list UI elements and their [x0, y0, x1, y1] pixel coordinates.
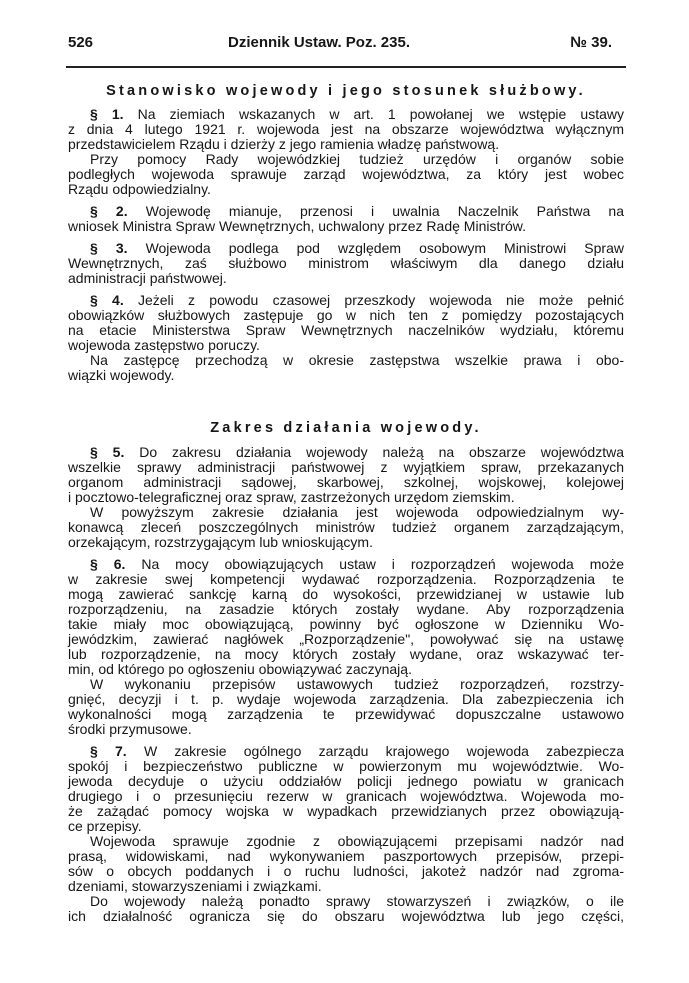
section-number: § 2.: [90, 203, 128, 219]
page-header: [68, 34, 624, 54]
text-line: [68, 894, 624, 909]
text-line: [68, 368, 624, 383]
section-number: § 6.: [90, 556, 126, 572]
section-number: § 4.: [90, 292, 124, 308]
text-line: [68, 167, 624, 182]
line-text: Na ziemiach wskazanych w art. 1 powołanej we wstępie ustawy: [137, 106, 624, 122]
line-text: orzekającym, rozstrzygającym lub wnioskującym.: [68, 534, 373, 550]
paragraph: [68, 152, 624, 197]
line-text: min, od którego po ogłoszeniu obowiązywać zaczynają.: [68, 661, 412, 677]
section-number: § 3.: [90, 240, 128, 256]
text-line: [68, 323, 624, 338]
line-text: Do zakresu działania wojewody należą na obszarze województwa: [139, 444, 625, 460]
paragraph: [68, 445, 624, 505]
line-text: z dnia 4 lutego 1921 r. wojewoda jest na obszarze województwa wyłącznym: [68, 121, 624, 137]
paragraph: [68, 293, 624, 353]
line-text: W wykonaniu przepisów ustawowych tudzież rozporządzeń, rozstrzy-: [90, 676, 624, 692]
line-text: ich działalność ogranicza się do obszaru województwa lub jego części,: [68, 908, 624, 924]
text-line: [68, 445, 624, 460]
text-line: [68, 152, 624, 167]
line-text: Do wojewody należą ponadto sprawy stowarzyszeń i związków, o ile: [90, 893, 624, 909]
text-line: [68, 460, 624, 475]
line-text: środki przymusowe.: [68, 721, 192, 737]
text-line: [68, 722, 624, 737]
text-line: [68, 241, 624, 256]
line-text: i pocztowo-telegraficznej oraz spraw, zastrzeżonych urzędom ziemskim.: [68, 489, 515, 505]
line-text: wojewoda zastępstwo poruczy.: [68, 337, 260, 353]
line-text: lub rozporządzenie, na mocy których zostały wydane, oraz wskazywać ter-: [68, 646, 624, 662]
text-line: [68, 256, 624, 271]
line-text: wszelkie sprawy administracji państwowej z wyjątkiem spraw, przekazanych: [68, 459, 624, 475]
line-text: Rządu odpowiedzialny.: [68, 181, 211, 197]
text-line: [68, 879, 624, 894]
text-line: [68, 535, 624, 550]
text-line: [68, 804, 624, 819]
text-line: [68, 864, 624, 879]
paragraph: [68, 834, 624, 894]
line-text: drugiego i o przesunięciu rezerw w granicach województwa. Wojewoda mo-: [68, 788, 624, 804]
text-line: [68, 692, 624, 707]
text-line: [68, 744, 624, 759]
line-text: podległych wojewoda sprawuje zarząd województwa, za który jest wobec: [68, 166, 624, 182]
section-number: § 5.: [90, 444, 125, 460]
text-line: [68, 789, 624, 804]
text-line: [68, 308, 624, 323]
text-line: [68, 759, 624, 774]
line-text: rozporządzeniu, na zasadzie których zostały wydane. Aby rozporządzenia: [68, 601, 624, 617]
line-text: jewódzkim, zawierać nagłówek „Rozporządzenie", powoływać się na ustawę: [68, 631, 624, 647]
line-text: Wojewoda podlega pod względem osobowym Ministrowi Spraw: [145, 240, 624, 256]
document-body: [68, 82, 624, 924]
text-line: [68, 557, 624, 572]
text-line: [68, 353, 624, 368]
section-heading: Zakres działania wojewody.: [210, 420, 482, 436]
line-text: Wojewoda sprawuje zgodnie z obowiązującemi przepisami nadzór nad: [90, 833, 624, 849]
page-number: 526: [68, 34, 94, 51]
line-text: gnięć, decyzji i t. p. wydaje wojewoda zarządzenia. Dla zabezpieczenia ich: [68, 691, 624, 707]
line-text: mogą zawierać sankcję karną do wysokości, przewidzianej w ustawie lub: [68, 586, 624, 602]
line-text: wykonalności mogą zarządzenia te przewidywać dopuszczalne ustawowo: [68, 706, 624, 722]
line-text: spokój i bezpieczeństwo publiczne w powierzonym mu województwie. Wo-: [68, 758, 624, 774]
line-text: administracji państwowej.: [68, 270, 227, 286]
line-text: takie miały moc obowiązującą, powinny być ogłoszone w Dzienniku Wo-: [68, 616, 624, 632]
section-heading: Stanowisko wojewody i jego stosunek służbowy.: [106, 83, 586, 99]
line-text: dzeniami, stowarzyszeniami i związkami.: [68, 878, 322, 894]
line-text: W powyższym zakresie działania jest wojewoda odpowiedzialnym wy-: [90, 504, 624, 520]
text-line: [68, 475, 624, 490]
text-line: [68, 617, 624, 632]
line-text: Jeżeli z powodu czasowej przeszkody wojewoda nie może pełnić: [137, 292, 624, 308]
header-rule: [66, 66, 626, 68]
text-line: [68, 662, 624, 677]
paragraph: [68, 241, 624, 286]
line-text: organom administracji sądowej, skarbowej, szkolnej, wojskowej, kolejowej: [68, 474, 624, 490]
paragraph: [68, 894, 624, 924]
text-line: [68, 182, 624, 197]
line-text: W zakresie ogólnego zarządu krajowego wojewoda zabezpiecza: [143, 743, 624, 759]
line-text: Na zastępcę przechodzą w okresie zastępstwa wszelkie prawa i obo-: [90, 352, 624, 368]
journal-title: Dziennik Ustaw. Poz. 235.: [228, 34, 410, 51]
text-line: [68, 819, 624, 834]
text-line: [68, 520, 624, 535]
text-line: [68, 137, 624, 152]
line-text: prasą, widowiskami, nad wykonywaniem paszportowych przepisów, przepi-: [68, 848, 624, 864]
text-line: [68, 707, 624, 722]
text-line: [68, 647, 624, 662]
paragraph: [68, 505, 624, 550]
line-text: Przy pomocy Rady wojewódzkiej tudzież urzędów i organów sobie: [90, 151, 624, 167]
text-line: [68, 587, 624, 602]
line-text: ce przepisy.: [68, 818, 142, 834]
text-line: [68, 338, 624, 353]
text-line: [68, 293, 624, 308]
section-number: § 1.: [90, 106, 124, 122]
paragraph: [68, 677, 624, 737]
line-text: w zakresie swej kompetencji wydawać rozporządzenia. Rozporządzenia te: [68, 571, 624, 587]
text-line: [68, 107, 624, 122]
line-text: obowiązków służbowych zastępuje go w nich ten z pomiędzy pozostających: [68, 307, 624, 323]
line-text: na etacie Ministerstwa Spraw Wewnętrznych naczelników wydziału, któremu: [68, 322, 624, 338]
text-line: [68, 834, 624, 849]
line-text: jewoda decyduje o użyciu oddziałów policji jednego powiatu w granicach: [68, 773, 624, 789]
text-line: [68, 505, 624, 520]
text-line: [68, 632, 624, 647]
text-line: [68, 122, 624, 137]
text-line: [68, 490, 624, 505]
line-text: Wewnętrznych, zaś służbowo ministrom właściwym dla danego działu: [68, 255, 624, 271]
line-text: wiązki wojewody.: [68, 367, 175, 383]
paragraph: [68, 107, 624, 152]
text-line: [68, 774, 624, 789]
paragraph: [68, 744, 624, 834]
text-line: [68, 849, 624, 864]
section-number: § 7.: [90, 743, 127, 759]
text-line: [68, 677, 624, 692]
text-line: [68, 271, 624, 286]
line-text: konawcą zleceń poszczególnych ministrów tudzież organem zarządzającym,: [68, 519, 624, 535]
text-line: [68, 602, 624, 617]
text-line: [68, 204, 624, 219]
text-line: [68, 219, 624, 234]
text-line: [68, 572, 624, 587]
line-text: Wojewodę mianuje, przenosi i uwalnia Naczelnik Państwa na: [145, 203, 625, 219]
paragraph: [68, 557, 624, 677]
line-text: przedstawicielem Rządu i dzierży z jego ramienia władzę państwową.: [68, 136, 500, 152]
line-text: wniosek Ministra Spraw Wewnętrznych, uchwalony przez Radę Ministrów.: [68, 218, 527, 234]
line-text: Na mocy obowiązujących ustaw i rozporządzeń wojewoda może: [141, 556, 624, 572]
paragraph: [68, 353, 624, 383]
issue-number: № 39.: [570, 34, 612, 51]
text-line: [68, 909, 624, 924]
line-text: że zażądać pomocy wojska w wypadkach przewidzianych przez obowiązują-: [68, 803, 624, 819]
paragraph: [68, 204, 624, 234]
line-text: sów o obcych poddanych i o ruchu ludności, jakoteż nadzór nad zgroma-: [68, 863, 624, 879]
